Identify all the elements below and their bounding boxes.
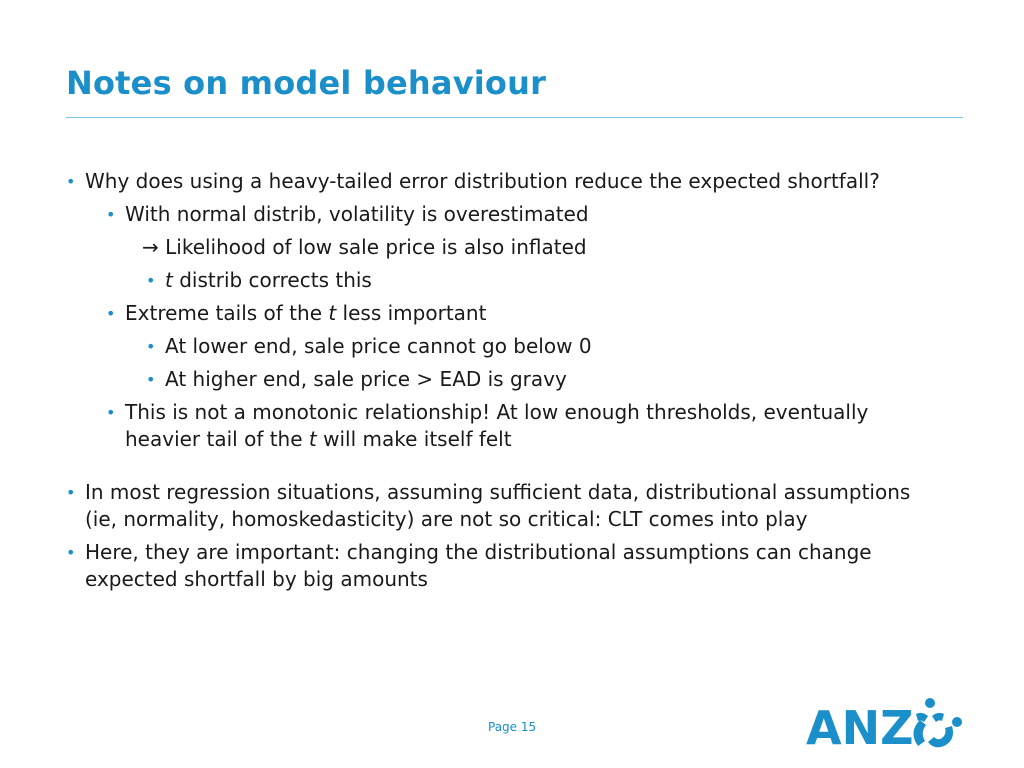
bullet-dot: • — [146, 337, 156, 356]
bullet-dot: • — [66, 172, 76, 191]
arrow-line-likelihood — [142, 234, 926, 261]
bullet-text-pre: This is not a monotonic relationship! At low enough thresholds, eventually heavier tail of the — [125, 400, 869, 451]
bullet-not-monotonic — [106, 399, 926, 453]
bullet-text: At lower end, sale price cannot go below 0 — [165, 334, 592, 358]
page-number: Page 15 — [488, 720, 537, 734]
bullet-higher-end — [146, 366, 926, 393]
bullet-text: At higher end, sale price > EAD is gravy — [165, 367, 567, 391]
anz-logo — [806, 696, 964, 748]
bullet-dot: • — [106, 304, 116, 323]
italic-t: t — [328, 301, 337, 325]
bullet-dot: • — [106, 403, 116, 422]
logo-text: ANZ — [806, 701, 914, 748]
bullet-lower-end — [146, 333, 926, 360]
bullet-text: Why does using a heavy-tailed error distribution reduce the expected shortfall? — [85, 169, 880, 193]
bullet-text: Likelihood of low sale price is also inflated — [165, 235, 587, 259]
bullet-dot: • — [106, 205, 116, 224]
bullet-text: In most regression situations, assuming sufficient data, distributional assumptions (ie, normality, homoskedasticity) are not so critical: CLT comes into play — [85, 480, 911, 531]
bullet-regression-situations — [66, 479, 926, 533]
title-divider — [66, 117, 963, 118]
italic-t: t — [308, 427, 317, 451]
bullet-dot: • — [146, 271, 156, 290]
bullet-text-pre: Extreme tails of the — [125, 301, 329, 325]
bullet-text-post: less important — [336, 301, 487, 325]
bullet-here-important — [66, 539, 926, 593]
bullet-text: distrib corrects this — [172, 268, 372, 292]
bullet-text: Here, they are important: changing the distributional assumptions can change expected shortfall by big amounts — [85, 540, 872, 591]
bullet-text-post: will make itself felt — [316, 427, 512, 451]
bullet-dot: • — [146, 370, 156, 389]
bullet-text: With normal distrib, volatility is overestimated — [125, 202, 589, 226]
bullet-t-distrib-corrects — [146, 267, 926, 294]
bullet-dot: • — [66, 543, 76, 562]
anz-people-icon — [806, 696, 964, 748]
bullet-heavy-tailed-question — [66, 168, 926, 195]
slide-title: Notes on model behaviour — [66, 64, 547, 102]
italic-t: t — [165, 268, 173, 292]
slide-body — [66, 168, 926, 593]
right-arrow-icon: → — [142, 235, 159, 259]
bullet-normal-distrib — [106, 201, 926, 228]
bullet-extreme-tails — [106, 300, 926, 327]
bullet-dot: • — [66, 483, 76, 502]
